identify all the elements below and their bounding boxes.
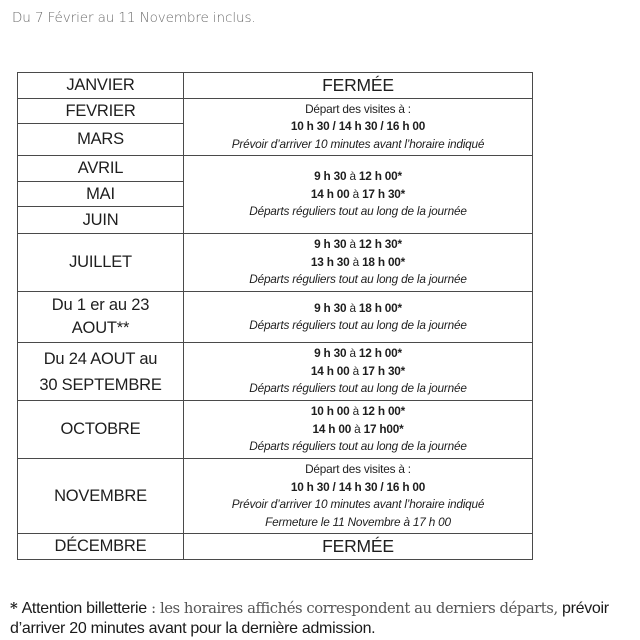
- table-row-aout-septembre: [18, 343, 533, 401]
- month-cell: Du 24 AOUT au 30 SEPTEMBRE: [18, 343, 184, 401]
- table-row-octobre: [18, 401, 533, 459]
- intro-text: Du 7 Février au 11 Novembre inclus.: [12, 10, 256, 26]
- table-row-novembre: [18, 459, 533, 534]
- table-row-avril: [18, 156, 533, 182]
- schedule-time-range: 14 h 00 à 17 h 30*: [310, 186, 406, 201]
- schedule-note: Départs réguliers tout au long de la journée: [249, 204, 467, 219]
- schedule-note: Prévoir d’arriver 10 minutes avant l’horaire indiqué: [231, 497, 485, 511]
- schedule-time-range: 13 h 30 à 18 h 00*: [310, 254, 406, 269]
- schedule-cell: [184, 292, 533, 343]
- table-row-janvier: [18, 73, 533, 99]
- schedule-cell: [184, 99, 533, 156]
- schedule-cell: [184, 459, 533, 534]
- schedule-cell: [184, 343, 533, 401]
- ticketing-notice: [10, 599, 640, 639]
- closed-cell: FERMÉE: [184, 73, 533, 99]
- schedule-times: 10 h 30 / 14 h 30 / 16 h 00: [290, 479, 426, 494]
- closed-cell: FERMÉE: [184, 534, 533, 560]
- schedule-cell: [184, 401, 533, 459]
- month-cell: FEVRIER: [18, 99, 184, 124]
- closing-note: Fermeture le 11 Novembre à 17 h 00: [265, 514, 451, 529]
- schedule-note: Départs réguliers tout au long de la journée: [249, 272, 467, 287]
- schedule-table: [17, 72, 533, 560]
- schedule-note: Départs réguliers tout au long de la journée: [249, 439, 467, 454]
- table-row-juillet: [18, 234, 533, 292]
- asterisk: *: [10, 600, 18, 617]
- schedule-time-range: 9 h 30 à 18 h 00*: [314, 300, 402, 315]
- schedule-time-range: 9 h 30 à 12 h 00*: [314, 169, 402, 184]
- schedule-cell: [184, 234, 533, 292]
- schedule-note: Départs réguliers tout au long de la journée: [249, 381, 467, 396]
- schedule-time-range: 14 h 00 à 17 h00*: [312, 421, 404, 436]
- month-cell: MARS: [18, 124, 184, 156]
- month-cell: AVRIL: [18, 156, 184, 182]
- schedule-times: 10 h 30 / 14 h 30 / 16 h 00: [290, 119, 426, 134]
- month-cell: MAI: [18, 182, 184, 207]
- schedule-time-range: 9 h 30 à 12 h 30*: [314, 237, 402, 252]
- notice-label: Attention billetterie: [21, 600, 147, 617]
- schedule-heading: Départ des visites à :: [305, 462, 411, 476]
- schedule-time-range: 9 h 30 à 12 h 00*: [314, 346, 402, 361]
- month-cell: Du 1 er au 23 AOUT**: [18, 292, 184, 343]
- month-cell: OCTOBRE: [18, 401, 184, 459]
- notice-text: : les horaires affichés correspondent au derniers départs,: [146, 600, 562, 617]
- month-cell: JUIN: [18, 207, 184, 234]
- schedule-time-range: 14 h 00 à 17 h 30*: [310, 363, 406, 378]
- month-cell: NOVEMBRE: [18, 459, 184, 534]
- schedule-heading: Départ des visites à :: [305, 101, 411, 116]
- schedule-note: Départs réguliers tout au long de la journée: [249, 318, 467, 332]
- schedule-note: Prévoir d’arriver 10 minutes avant l’horaire indiqué: [231, 136, 485, 151]
- table-row-aout-1: [18, 292, 533, 343]
- notice-emphasis: prévoir d’arriver 20 minutes avant pour la dernière admission.: [10, 600, 609, 637]
- month-cell: JUILLET: [18, 234, 184, 292]
- schedule-time-range: 10 h 00 à 12 h 00*: [310, 404, 406, 419]
- month-cell: JANVIER: [18, 73, 184, 99]
- schedule-cell: [184, 156, 533, 234]
- table-row-decembre: [18, 534, 533, 560]
- table-row-fevrier: [18, 99, 533, 124]
- month-cell: DÉCEMBRE: [18, 534, 184, 560]
